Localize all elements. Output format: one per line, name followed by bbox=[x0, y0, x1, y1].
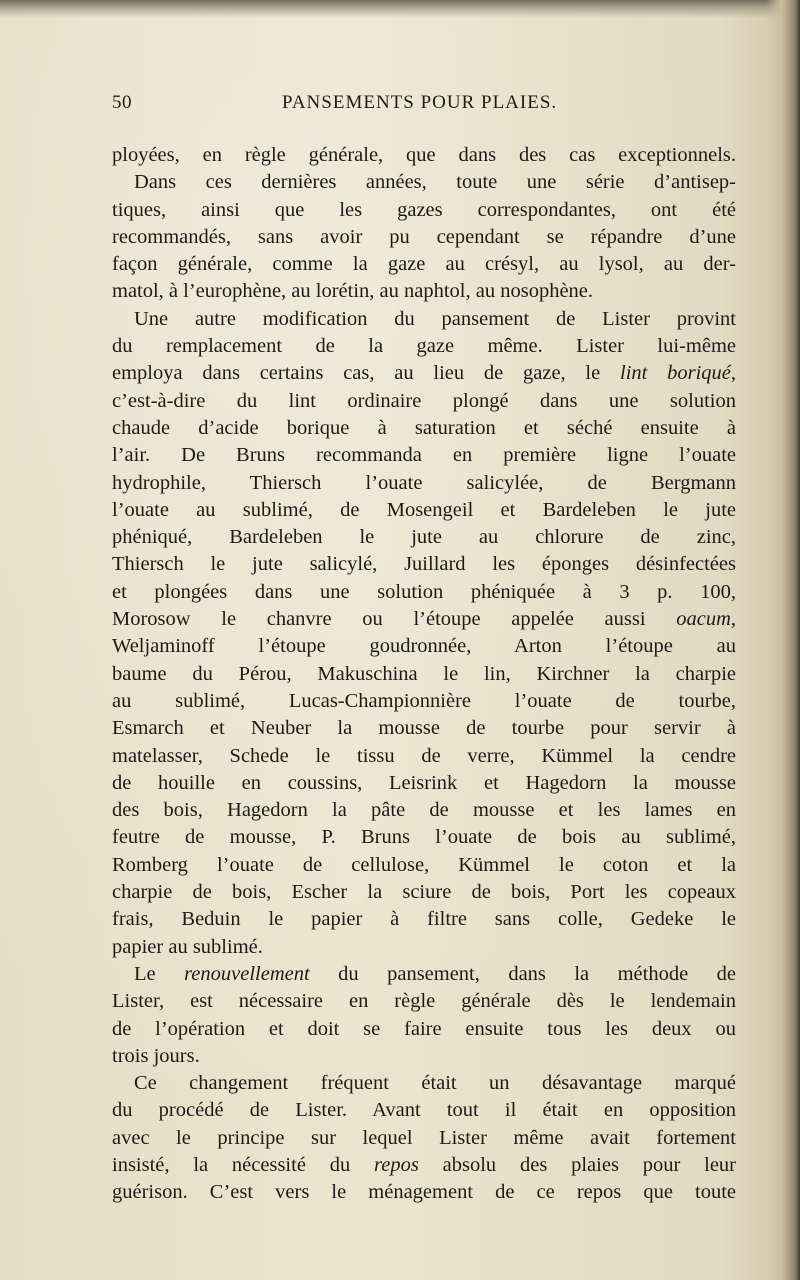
text-line bbox=[112, 333, 736, 360]
text-line bbox=[112, 988, 736, 1015]
text-line bbox=[112, 906, 736, 933]
text-line bbox=[112, 1070, 736, 1097]
text-line bbox=[112, 1043, 736, 1070]
text-line bbox=[112, 824, 736, 851]
running-title: PANSEMENTS POUR PLAIES. bbox=[282, 92, 558, 113]
text-run: Thiersch le jute salicylé, Juillard les éponges désinfectées bbox=[112, 553, 736, 576]
text-line bbox=[112, 852, 736, 879]
text-run: trois jours. bbox=[112, 1044, 200, 1067]
text-run: , bbox=[730, 608, 736, 631]
text-run: avec le principe sur lequel Lister même avait fortement bbox=[112, 1126, 736, 1149]
text-run: frais, Beduin le papier à filtre sans colle, Gedeke le bbox=[112, 908, 736, 931]
text-run: insisté, la nécessité du bbox=[112, 1153, 375, 1176]
text-line bbox=[112, 197, 736, 224]
text-run: l’ouate au sublimé, de Mosengeil et Bardeleben le jute bbox=[112, 498, 736, 521]
italic-term: renouvellement bbox=[184, 962, 310, 985]
text-line bbox=[112, 961, 736, 988]
text-run: , bbox=[730, 362, 736, 385]
text-line bbox=[112, 934, 736, 961]
text-line bbox=[112, 661, 736, 688]
text-run: du pansement, dans la méthode de bbox=[309, 962, 736, 985]
text-run: c’est-à-dire du lint ordinaire plongé dans une solution bbox=[112, 389, 736, 412]
text-run: façon générale, comme la gaze au crésyl, au lysol, au der- bbox=[112, 253, 736, 276]
text-run: du remplacement de la gaze même. Lister lui-même bbox=[112, 335, 736, 358]
text-run: recommandés, sans avoir pu cependant se répandre d’une bbox=[112, 225, 736, 248]
text-run: Weljaminoff l’étoupe goudronnée, Arton l’étoupe au bbox=[112, 635, 736, 658]
text-run: absolu des plaies pour leur bbox=[418, 1153, 736, 1176]
page-binding-edge bbox=[766, 0, 800, 1280]
text-run: Ce changement fréquent était un désavantage marqué bbox=[134, 1072, 736, 1095]
text-line bbox=[112, 497, 736, 524]
text-line bbox=[112, 278, 736, 305]
text-line bbox=[112, 1097, 736, 1124]
text-run: matelasser, Schede le tissu de verre, Kümmel la cendre bbox=[112, 744, 736, 767]
text-run: charpie de bois, Escher la sciure de bois, Port les copeaux bbox=[112, 881, 736, 904]
text-line bbox=[112, 688, 736, 715]
text-run: l’air. De Bruns recommanda en première ligne l’ouate bbox=[112, 444, 736, 467]
italic-term: repos bbox=[374, 1153, 419, 1176]
text-line bbox=[112, 524, 736, 551]
text-line bbox=[112, 606, 736, 633]
text-run: de l’opération et doit se faire ensuite tous les deux ou bbox=[112, 1017, 736, 1040]
text-line bbox=[112, 797, 736, 824]
text-line bbox=[112, 251, 736, 278]
text-run: Esmarch et Neuber la mousse de tourbe pour servir à bbox=[112, 717, 736, 740]
text-run: matol, à l’europhène, au lorétin, au naphtol, au nosophène. bbox=[112, 280, 594, 303]
text-run: chaude d’acide borique à saturation et séché ensuite à bbox=[112, 416, 736, 439]
text-line bbox=[112, 1179, 736, 1206]
text-line bbox=[112, 633, 736, 660]
text-run: phéniqué, Bardeleben le jute au chlorure de zinc, bbox=[112, 526, 736, 549]
text-line bbox=[112, 715, 736, 742]
body-text bbox=[112, 142, 736, 1207]
italic-term: oacum bbox=[676, 608, 731, 631]
text-run: Lister, est nécessaire en règle générale dès le lendemain bbox=[112, 990, 736, 1013]
text-line bbox=[112, 1125, 736, 1152]
text-run: hydrophile, Thiersch l’ouate salicylée, de Bergmann bbox=[112, 471, 736, 494]
text-run: Le bbox=[134, 962, 185, 985]
text-line bbox=[112, 551, 736, 578]
italic-term: lint boriqué bbox=[620, 362, 731, 385]
text-run: Morosow le chanvre ou l’étoupe appelée aussi bbox=[112, 608, 677, 631]
text-run: des bois, Hagedorn la pâte de mousse et les lames en bbox=[112, 799, 736, 822]
text-line bbox=[112, 415, 736, 442]
text-run: Une autre modification du pansement de Lister provint bbox=[134, 307, 736, 330]
text-run: au sublimé, Lucas-Championnière l’ouate de tourbe, bbox=[112, 689, 736, 712]
text-line bbox=[112, 579, 736, 606]
text-line bbox=[112, 169, 736, 196]
text-run: papier au sublimé. bbox=[112, 935, 263, 958]
text-line bbox=[112, 1152, 736, 1179]
text-line bbox=[112, 470, 736, 497]
running-head bbox=[112, 92, 736, 120]
page-number: 50 bbox=[112, 92, 132, 113]
page-top-shadow bbox=[0, 0, 800, 18]
text-line bbox=[112, 770, 736, 797]
text-run: Dans ces dernières années, toute une série d’antisep- bbox=[134, 171, 736, 194]
text-run: feutre de mousse, P. Bruns l’ouate de bois au sublimé, bbox=[112, 826, 736, 849]
text-run: guérison. C’est vers le ménagement de ce repos que toute bbox=[112, 1181, 736, 1204]
text-run: employa dans certains cas, au lieu de gaze, le bbox=[112, 362, 620, 385]
text-line bbox=[112, 142, 736, 169]
text-line bbox=[112, 442, 736, 469]
text-run: ployées, en règle générale, que dans des cas exceptionnels. bbox=[112, 144, 736, 166]
text-run: Romberg l’ouate de cellulose, Kümmel le coton et la bbox=[112, 853, 736, 876]
text-run: baume du Pérou, Makuschina le lin, Kirchner la charpie bbox=[112, 662, 736, 685]
text-run: du procédé de Lister. Avant tout il était en opposition bbox=[112, 1099, 736, 1122]
text-run: de houille en coussins, Leisrink et Hagedorn la mousse bbox=[112, 771, 736, 794]
text-line bbox=[112, 388, 736, 415]
text-line bbox=[112, 879, 736, 906]
text-line bbox=[112, 306, 736, 333]
text-run: et plongées dans une solution phéniquée à 3 p. 100, bbox=[112, 580, 736, 603]
text-line bbox=[112, 1016, 736, 1043]
text-line bbox=[112, 360, 736, 387]
text-line bbox=[112, 743, 736, 770]
text-line bbox=[112, 224, 736, 251]
text-run: tiques, ainsi que les gazes correspondantes, ont été bbox=[112, 198, 736, 221]
